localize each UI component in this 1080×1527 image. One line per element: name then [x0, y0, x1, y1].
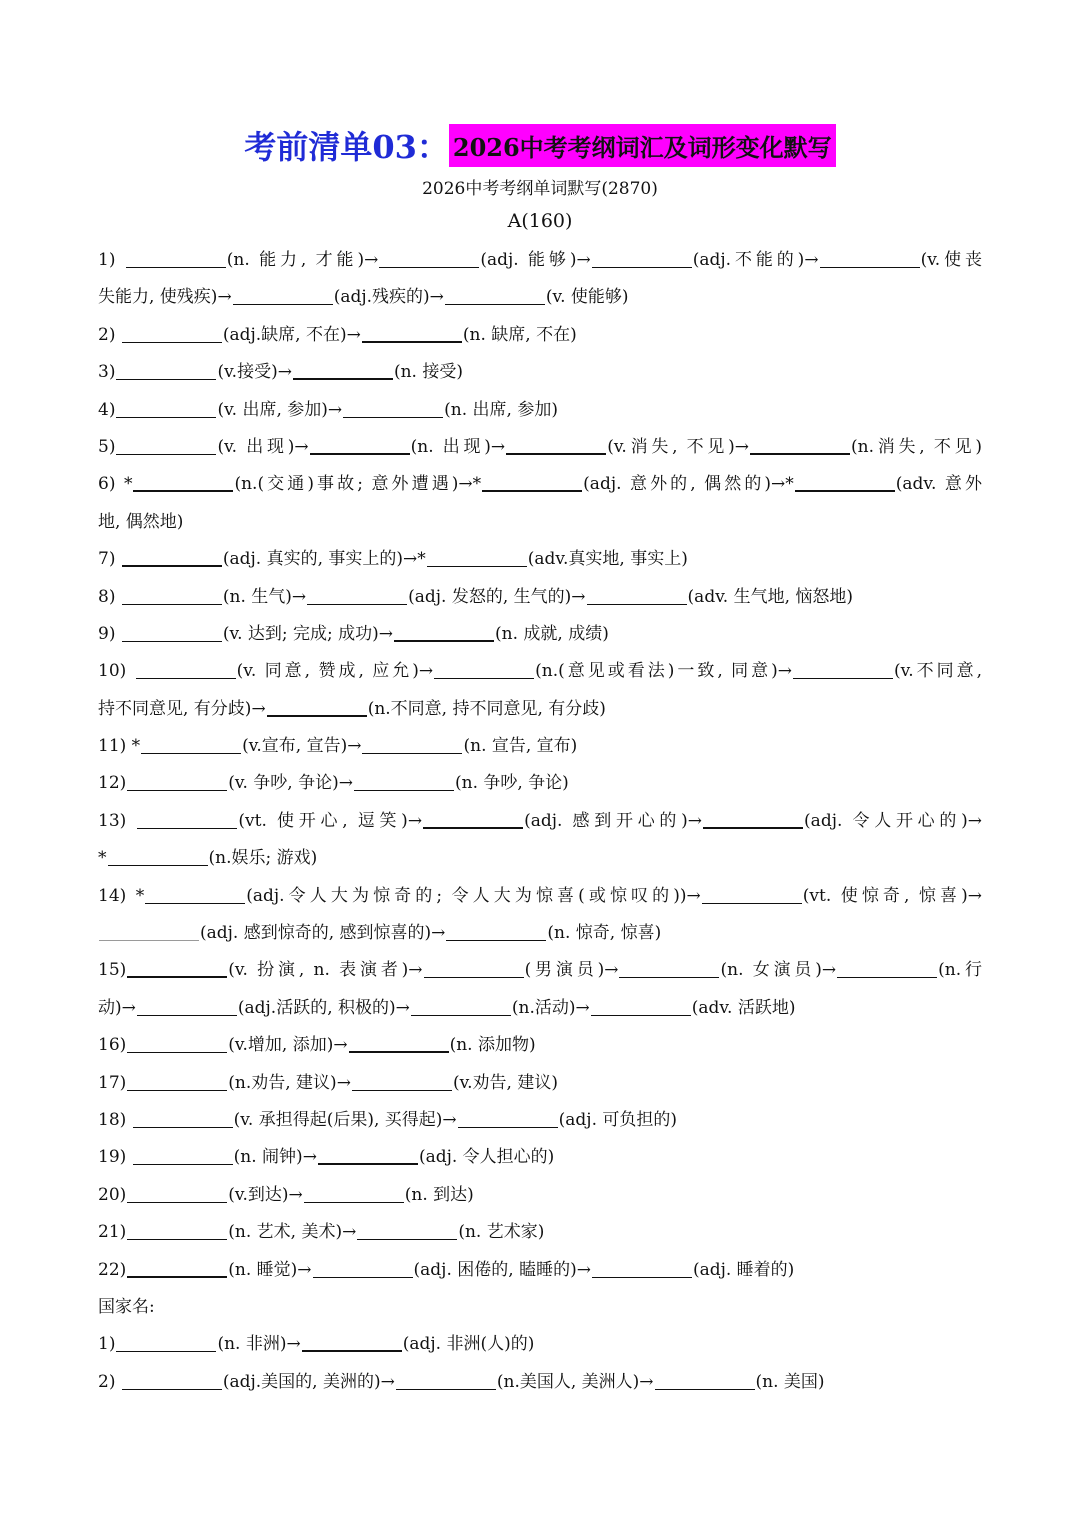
vocab-text: (n. 添加物): [449, 1035, 536, 1056]
vocab-text: *: [98, 848, 107, 869]
vocab-text: 6) *: [98, 474, 133, 495]
vocab-text: (adj.令人大为惊奇的; 令人大为惊喜(或惊叹的))→: [246, 885, 701, 906]
vocab-text: (adj. 感到开心的)→: [524, 810, 703, 831]
answer-blank[interactable]: [302, 1333, 402, 1352]
answer-blank[interactable]: [116, 1334, 216, 1352]
vocab-text: 14) *: [98, 885, 145, 906]
vocab-text: (n. 艺术, 美术)→: [228, 1222, 357, 1243]
answer-blank[interactable]: [424, 960, 524, 978]
answer-blank[interactable]: [837, 960, 937, 978]
vocab-line: [98, 1214, 982, 1251]
vocab-text: (n. 艺术家): [458, 1222, 545, 1243]
vocab-text: (n. 接受): [393, 362, 463, 383]
answer-blank[interactable]: [133, 1147, 233, 1165]
answer-blank[interactable]: [702, 886, 802, 904]
vocab-text: (adj. 睡着的): [692, 1259, 795, 1280]
vocab-line: [98, 990, 982, 1027]
vocab-text: (n. 到达): [404, 1184, 474, 1205]
vocab-text: (n.劝告, 建议)→: [228, 1072, 351, 1093]
answer-blank[interactable]: [423, 810, 523, 829]
answer-blank[interactable]: [127, 1185, 227, 1203]
vocab-text: 3): [98, 362, 116, 383]
vocab-text: (adj.活跃的, 积极的)→: [237, 997, 410, 1018]
vocab-text: (v. 承担得起(后果), 买得起)→: [233, 1109, 457, 1130]
answer-blank[interactable]: [267, 698, 367, 717]
answer-blank[interactable]: [362, 736, 462, 754]
vocab-text: (n. 美国): [755, 1371, 825, 1392]
answer-blank[interactable]: [122, 548, 222, 567]
vocab-line: [98, 803, 982, 840]
vocab-line: [98, 579, 982, 616]
vocab-text: 21): [98, 1222, 127, 1243]
vocab-text: (adj. 令人担心的): [418, 1147, 555, 1168]
vocab-text: (n. 闹钟)→: [233, 1147, 317, 1168]
answer-blank[interactable]: [108, 848, 208, 866]
vocab-line: [98, 429, 982, 466]
answer-blank[interactable]: [411, 998, 511, 1016]
answer-blank[interactable]: [619, 960, 719, 978]
answer-blank[interactable]: [434, 661, 534, 679]
vocab-text: (n.行: [938, 960, 983, 981]
vocab-text: 13): [98, 810, 137, 831]
answer-blank[interactable]: [126, 250, 226, 268]
answer-blank[interactable]: [127, 1035, 227, 1053]
vocab-text: 19): [98, 1147, 132, 1168]
answer-blank[interactable]: [396, 1372, 496, 1390]
vocab-text: (adj. 感到惊奇的, 感到惊喜的)→: [200, 923, 446, 944]
answer-blank[interactable]: [307, 587, 407, 605]
answer-blank[interactable]: [349, 1034, 449, 1053]
vocab-text: 4): [98, 399, 116, 420]
vocab-text: (v.接受)→: [217, 362, 292, 383]
answer-blank[interactable]: [318, 1146, 418, 1165]
vocab-text: (adv.真实地, 事实上): [527, 549, 688, 570]
answer-blank[interactable]: [357, 1222, 457, 1240]
vocab-text: (adj.美国的, 美洲的)→: [222, 1371, 395, 1392]
answer-blank[interactable]: [127, 1073, 227, 1091]
vocab-text: (v. 出席, 参加)→: [217, 399, 343, 420]
vocab-text: (adj. 困倦的, 瞌睡的)→: [413, 1259, 591, 1280]
vocab-text: (adv. 意外: [895, 474, 982, 495]
vocab-text: (adj. 意外的, 偶然的)→*: [583, 474, 794, 495]
vocab-text: (adj. 真实的, 事实上的)→*: [222, 549, 426, 570]
vocab-line: [98, 691, 982, 728]
vocab-line: [98, 840, 982, 877]
vocab-line: [98, 1252, 982, 1289]
vocab-line: [98, 392, 982, 429]
vocab-text: (n.消失, 不见): [851, 436, 983, 457]
page-title: [0, 122, 1080, 168]
answer-blank[interactable]: [127, 773, 227, 791]
answer-blank[interactable]: [304, 1185, 404, 1203]
vocab-text: 1): [98, 1334, 116, 1355]
answer-blank[interactable]: [343, 400, 443, 418]
answer-blank[interactable]: [427, 549, 527, 567]
answer-blank[interactable]: [793, 661, 893, 679]
vocab-line: [98, 1027, 982, 1064]
vocab-text: (n.娱乐; 游戏): [208, 848, 318, 869]
vocab-text: 10): [98, 661, 135, 682]
vocab-line: [98, 1102, 982, 1139]
vocab-text: (v. 使能够): [545, 287, 629, 308]
vocab-line: [98, 765, 982, 802]
vocab-text: (v.宣布, 宣告)→: [242, 736, 362, 757]
vocab-text: 动)→: [98, 997, 136, 1018]
answer-blank[interactable]: [591, 998, 691, 1016]
vocab-line: [98, 1326, 982, 1363]
answer-blank[interactable]: [116, 400, 216, 418]
vocab-text: (adv. 活跃地): [691, 997, 796, 1018]
vocab-line: [98, 242, 982, 279]
answer-blank[interactable]: [233, 287, 333, 305]
vocab-line: [98, 915, 982, 952]
answer-blank[interactable]: [127, 1259, 227, 1278]
vocab-text: (v.使丧: [920, 250, 983, 270]
answer-blank[interactable]: [592, 250, 692, 268]
vocab-text: 16): [98, 1035, 127, 1056]
answer-blank[interactable]: [116, 362, 216, 380]
vocab-text: (adj.不能的)→: [692, 250, 819, 270]
vocab-text: (n.美国人, 美洲人)→: [496, 1371, 654, 1392]
vocab-text: 20): [98, 1184, 127, 1205]
vocab-text: (v.到达)→: [228, 1184, 303, 1205]
vocab-text: (adj. 非洲(人)的): [402, 1334, 535, 1355]
vocab-text: (n. 睡觉)→: [228, 1259, 312, 1280]
answer-blank[interactable]: [592, 1260, 692, 1278]
vocab-line: [98, 1065, 982, 1102]
vocab-line: [98, 728, 982, 765]
answer-blank[interactable]: [379, 250, 479, 268]
vocab-line: [98, 616, 982, 653]
vocab-text: (vt. 使开心, 逗笑)→: [238, 810, 423, 831]
vocab-list: [98, 242, 982, 1401]
vocab-text: (n. 能力, 才能)→: [226, 250, 379, 270]
vocab-line: [98, 317, 982, 354]
answer-blank[interactable]: [458, 1110, 558, 1128]
vocab-text: 12): [98, 773, 127, 794]
vocab-text: (v.劝告, 建议): [452, 1072, 559, 1093]
vocab-text: (v.不同意,: [894, 661, 983, 682]
answer-blank[interactable]: [655, 1372, 755, 1390]
vocab-text: (n. 惊奇, 惊喜): [547, 923, 662, 944]
answer-blank[interactable]: [122, 587, 222, 605]
answer-blank[interactable]: [482, 473, 582, 492]
answer-blank[interactable]: [133, 1110, 233, 1128]
vocab-text: 18): [98, 1109, 132, 1130]
vocab-text: 11) *: [98, 736, 141, 757]
vocab-text: (v.消失, 不见)→: [607, 436, 750, 457]
vocab-text: (n. 宣告, 宣布): [463, 736, 578, 757]
vocab-text: 地, 偶然地): [98, 511, 184, 532]
vocab-text: (adj.残疾的)→: [333, 287, 444, 308]
answer-blank[interactable]: [133, 473, 233, 492]
vocab-text: (v.增加, 添加)→: [228, 1035, 348, 1056]
vocab-text: (adj. 可负担的): [558, 1109, 678, 1130]
vocab-text: 17): [98, 1072, 127, 1093]
vocab-line: [98, 466, 982, 503]
vocab-text: 失能力, 使残疾)→: [98, 287, 232, 308]
answer-blank[interactable]: [127, 1222, 227, 1240]
vocab-text: (v. 达到; 完成; 成功)→: [222, 623, 394, 644]
vocab-text: (男演员)→: [524, 960, 619, 981]
vocab-line: [98, 354, 982, 391]
vocab-text: (n. 成就, 成绩): [495, 623, 609, 644]
answer-blank[interactable]: [703, 810, 803, 829]
title-highlight: 2026中考考纲词汇及词形变化默写: [449, 124, 836, 167]
vocab-text: (n. 生气)→: [222, 586, 307, 607]
vocab-line: [98, 653, 982, 690]
vocab-text: (n. 出席, 参加): [444, 399, 559, 420]
vocab-text: (n. 出现)→: [410, 436, 506, 457]
vocab-text: (adj. 能够)→: [480, 250, 591, 270]
answer-blank[interactable]: [446, 923, 546, 941]
vocab-text: (adj.缺席, 不在)→: [222, 324, 361, 345]
answer-blank[interactable]: [394, 623, 494, 642]
vocab-text: (v. 扮演, n. 表演者)→: [228, 960, 423, 981]
vocab-text: 2): [98, 1371, 121, 1392]
answer-blank[interactable]: [795, 473, 895, 492]
section-heading: A(160): [507, 210, 573, 232]
answer-blank[interactable]: [137, 998, 237, 1016]
vocab-text: 22): [98, 1259, 127, 1280]
answer-blank[interactable]: [354, 773, 454, 791]
answer-blank[interactable]: [313, 1260, 413, 1278]
vocab-line: [98, 504, 982, 541]
answer-blank[interactable]: [506, 436, 606, 455]
vocab-line: [98, 1177, 982, 1214]
vocab-text: (adj. 令人开心的)→: [804, 810, 983, 831]
vocab-line: [98, 878, 982, 915]
answer-blank[interactable]: [362, 324, 462, 343]
answer-blank[interactable]: [141, 736, 241, 754]
answer-blank[interactable]: [293, 361, 393, 380]
answer-blank[interactable]: [352, 1073, 452, 1091]
answer-blank[interactable]: [99, 923, 199, 941]
vocab-text: 国家名:: [98, 1296, 155, 1317]
vocab-text: (n. 缺席, 不在): [462, 324, 577, 345]
answer-blank[interactable]: [750, 436, 850, 455]
page-subtitle: 2026中考考纲单词默写(2870): [422, 179, 658, 199]
answer-blank[interactable]: [122, 624, 222, 642]
vocab-text: 8): [98, 586, 121, 607]
vocab-text: (vt. 使惊奇, 惊喜)→: [802, 885, 982, 906]
vocab-line: [98, 541, 982, 578]
vocab-text: (n. 非洲)→: [217, 1334, 301, 1355]
vocab-text: (n. 女演员)→: [720, 960, 837, 981]
vocab-text: (v. 同意, 赞成, 应允)→: [236, 661, 434, 682]
vocab-text: 1): [98, 250, 125, 270]
vocab-text: (v. 出现)→: [217, 436, 309, 457]
vocab-text: 15): [98, 960, 127, 981]
vocab-text: (n.(交通)事故; 意外遭遇)→*: [234, 474, 482, 495]
vocab-text: (v. 争吵, 争论)→: [228, 773, 353, 794]
vocab-text: (n.活动)→: [511, 997, 590, 1018]
answer-blank[interactable]: [145, 886, 245, 904]
vocab-text: 9): [98, 623, 121, 644]
vocab-text: (n. 争吵, 争论): [454, 773, 569, 794]
answer-blank[interactable]: [116, 437, 216, 455]
vocab-text: (n.(意见或看法)一致, 同意)→: [535, 661, 792, 682]
vocab-line: [98, 1364, 982, 1401]
answer-blank[interactable]: [122, 325, 222, 343]
vocab-text: (adj. 发怒的, 生气的)→: [408, 586, 586, 607]
answer-blank[interactable]: [445, 287, 545, 305]
vocab-text: (n.不同意, 持不同意见, 有分歧): [367, 698, 606, 719]
vocab-text: 7): [98, 549, 121, 570]
answer-blank[interactable]: [587, 587, 687, 605]
vocab-line: [98, 279, 982, 316]
vocab-line: [98, 1289, 982, 1326]
vocab-line: [98, 952, 982, 989]
answer-blank[interactable]: [127, 959, 227, 978]
vocab-line: [98, 1139, 982, 1176]
answer-blank[interactable]: [136, 661, 236, 679]
answer-blank[interactable]: [137, 811, 237, 829]
vocab-text: 持不同意见, 有分歧)→: [98, 698, 266, 719]
answer-blank[interactable]: [820, 250, 920, 268]
vocab-text: 5): [98, 436, 116, 457]
answer-blank[interactable]: [122, 1372, 222, 1390]
answer-blank[interactable]: [310, 436, 410, 455]
title-prefix: 考前清单03：: [244, 128, 449, 166]
vocab-text: (adv. 生气地, 恼怒地): [687, 586, 854, 607]
vocab-text: 2): [98, 324, 121, 345]
